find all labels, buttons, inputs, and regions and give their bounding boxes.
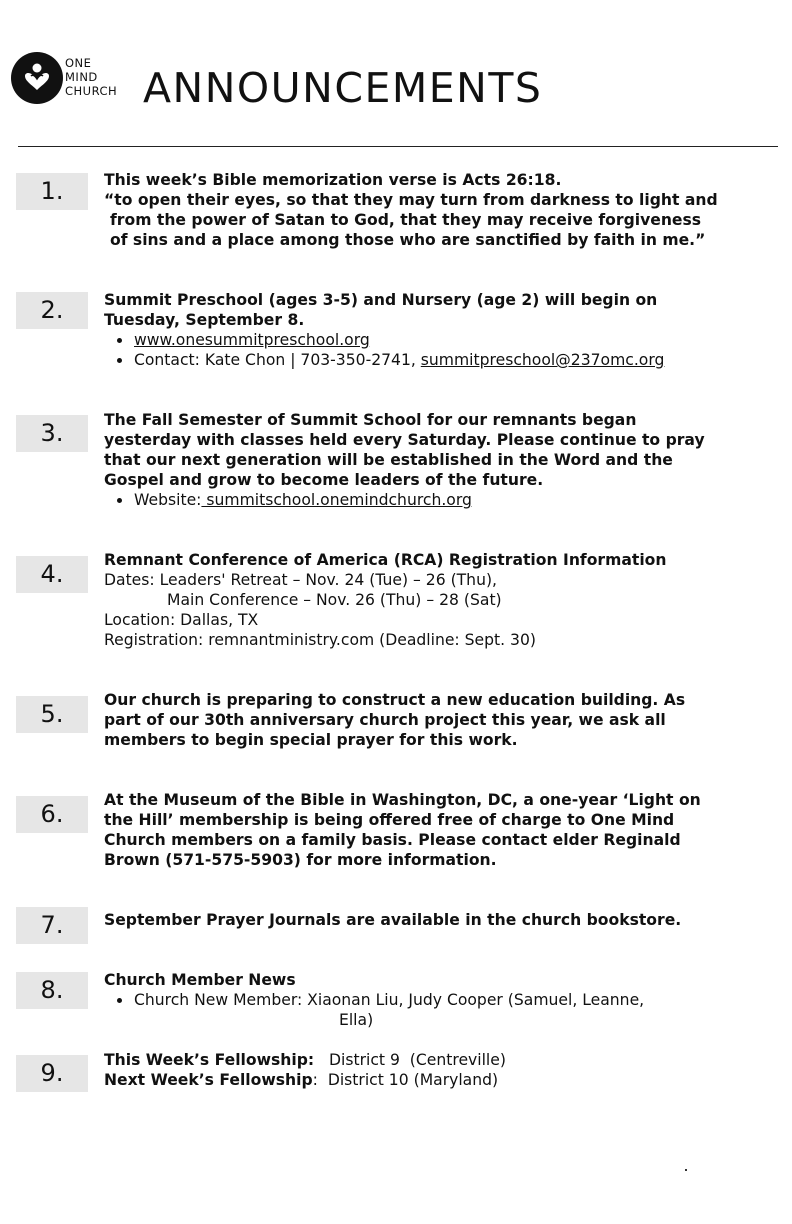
bullet-item <box>104 490 774 510</box>
text-line: Gospel and grow to become leaders of the future. <box>104 471 544 489</box>
item-number: 1. <box>16 173 88 210</box>
fellowship-label: Next Week’s Fellowship <box>104 1071 313 1089</box>
church-logo <box>11 52 63 104</box>
website-label: Website: <box>134 491 202 509</box>
page-title: ANNOUNCEMENTS <box>143 64 543 112</box>
text-line: Tuesday, September 8. <box>104 311 305 329</box>
text-line: At the Museum of the Bible in Washington, DC, a one-year ‘Light on <box>104 791 701 809</box>
text-line: Brown (571-575-5903) for more information. <box>104 851 497 869</box>
fellowship-label: This Week’s Fellowship: <box>104 1051 315 1069</box>
announcement-body <box>104 170 774 250</box>
page-header <box>0 0 792 148</box>
item-number: 6. <box>16 796 88 833</box>
announcement-body <box>104 910 774 930</box>
text-line: “to open their eyes, so that they may turn from darkness to light and <box>104 191 718 209</box>
text-line: The Fall Semester of Summit School for our remnants began <box>104 411 637 429</box>
item-number: 9. <box>16 1055 88 1092</box>
item-number: 4. <box>16 556 88 593</box>
text-line: that our next generation will be established in the Word and the <box>104 451 673 469</box>
bullet-item: Church New Member: Xiaonan Liu, Judy Cooper (Samuel, Leanne, <box>104 990 774 1010</box>
text-line: Location: Dallas, TX <box>104 611 259 629</box>
text-line: of sins and a place among those who are sanctified by faith in me.” <box>110 231 706 249</box>
section-heading: Remnant Conference of America (RCA) Registration Information <box>104 551 667 569</box>
header-divider <box>18 146 778 147</box>
fellowship-row <box>104 1070 774 1090</box>
announcement-body <box>104 1050 774 1090</box>
logo-line-church: CHURCH <box>65 84 118 98</box>
item-number: 2. <box>16 292 88 329</box>
logo-line-mind: MIND <box>65 70 98 84</box>
section-heading: Church Member News <box>104 971 296 989</box>
summit-school-website-link[interactable]: summitschool.onemindchurch.org <box>201 491 472 509</box>
text-line: Summit Preschool (ages 3-5) and Nursery (age 2) will begin on <box>104 291 658 309</box>
bullet-item <box>104 330 774 350</box>
preschool-website-link[interactable]: www.onesummitpreschool.org <box>134 331 370 349</box>
announcement-body <box>104 690 774 750</box>
footer-mark <box>685 1169 687 1171</box>
announcement-body <box>104 290 774 370</box>
announcement-body <box>104 970 774 1030</box>
text-line: members to begin special prayer for this work. <box>104 731 518 749</box>
announcement-body <box>104 550 774 650</box>
fellowship-value: District 9 (Centreville) <box>314 1051 506 1069</box>
fellowship-value: : District 10 (Maryland) <box>312 1071 499 1089</box>
text-line: Registration: remnantministry.com (Deadline: Sept. 30) <box>104 631 536 649</box>
text-line: Dates: Leaders' Retreat – Nov. 24 (Tue) – 26 (Thu), <box>104 571 497 589</box>
text-line: Ella) <box>339 1011 374 1029</box>
text-line: Main Conference – Nov. 26 (Thu) – 28 (Sat) <box>167 591 502 609</box>
text-line: This week’s Bible memorization verse is Acts 26:18. <box>104 171 562 189</box>
text-line: the Hill’ membership is being offered free of charge to One Mind <box>104 811 675 829</box>
announcement-body <box>104 410 774 510</box>
text-line: from the power of Satan to God, that they may receive forgiveness <box>110 211 702 229</box>
text-line: part of our 30th anniversary church project this year, we ask all <box>104 711 666 729</box>
item-number: 5. <box>16 696 88 733</box>
text-line: Our church is preparing to construct a new education building. As <box>104 691 686 709</box>
announcement-body <box>104 790 774 870</box>
item-number: 8. <box>16 972 88 1009</box>
contact-text: Contact: Kate Chon | 703-350-2741, <box>134 351 421 369</box>
text-line: September Prayer Journals are available in the church bookstore. <box>104 911 682 929</box>
logo-line-one: ONE <box>65 56 92 70</box>
bullet-item <box>104 350 774 370</box>
logo-wordmark <box>65 56 117 98</box>
fellowship-row <box>104 1050 774 1070</box>
heart-person-icon <box>11 52 63 104</box>
item-number: 3. <box>16 415 88 452</box>
item-number: 7. <box>16 907 88 944</box>
text-line: Church members on a family basis. Please contact elder Reginald <box>104 831 681 849</box>
text-line: yesterday with classes held every Saturday. Please continue to pray <box>104 431 705 449</box>
preschool-email-link[interactable]: summitpreschool@237omc.org <box>420 351 665 369</box>
